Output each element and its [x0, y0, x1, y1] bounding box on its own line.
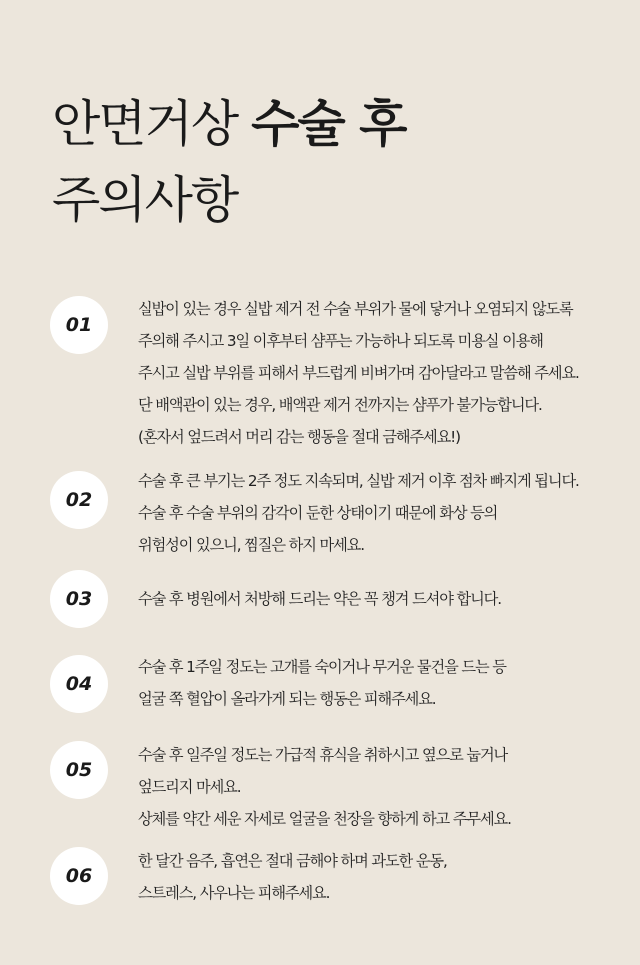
- text-line: 얼굴 쪽 혈압이 올라가게 되는 행동은 피해주세요.: [138, 690, 436, 708]
- text-line: 주시고 실밥 부위를 피해서 부드럽게 비벼가며 감아달라고 말씀해 주세요.: [138, 364, 579, 382]
- caution-text: [138, 739, 628, 835]
- text-line: 수술 후 일주일 정도는 가급적 휴식을 취하시고 옆으로 눕거나: [138, 746, 508, 764]
- number-badge: 06: [50, 847, 108, 905]
- caution-text: [138, 845, 628, 909]
- text-line: 주의해 주시고 3일 이후부터 샴푸는 가능하나 되도록 미용실 이용해: [138, 332, 543, 350]
- text-line: 수술 후 병원에서 처방해 드리는 약은 꼭 챙겨 드셔야 합니다.: [138, 590, 501, 608]
- title-line2: 주의사항: [52, 171, 238, 229]
- caution-text: [138, 651, 628, 715]
- text-line: 단 배액관이 있는 경우, 배액관 제거 전까지는 샴푸가 불가능합니다.: [138, 396, 542, 414]
- text-line: 수술 후 수술 부위의 감각이 둔한 상태이기 때문에 화상 등의: [138, 504, 498, 522]
- number-badge: 04: [50, 655, 108, 713]
- number-badge: 05: [50, 741, 108, 799]
- number-badge: 03: [50, 570, 108, 628]
- text-line: 상체를 약간 세운 자세로 얼굴을 천장을 향하게 하고 주무세요.: [138, 810, 511, 828]
- text-line: 수술 후 큰 부기는 2주 정도 지속되며, 실밥 제거 이후 점차 빠지게 됩니다.: [138, 472, 579, 490]
- text-line: 한 달간 음주, 흡연은 절대 금해야 하며 과도한 운동,: [138, 852, 447, 870]
- title-light: 안면거상: [52, 95, 252, 153]
- text-line: 엎드리지 마세요.: [138, 778, 241, 796]
- caution-text: [138, 583, 628, 615]
- number-badge: 01: [50, 296, 108, 354]
- number-badge: 02: [50, 471, 108, 529]
- text-line: 스트레스, 사우나는 피해주세요.: [138, 884, 330, 902]
- page-title: [52, 86, 405, 238]
- text-line: (혼자서 엎드려서 머리 감는 행동을 절대 금해주세요!): [138, 428, 460, 446]
- title-bold: 수술 후: [251, 95, 406, 153]
- text-line: 실밥이 있는 경우 실밥 제거 전 수술 부위가 물에 닿거나 오염되지 않도록: [138, 300, 573, 318]
- text-line: 수술 후 1주일 정도는 고개를 숙이거나 무거운 물건을 드는 등: [138, 658, 506, 676]
- caution-text: [138, 465, 628, 561]
- text-line: 위험성이 있으니, 찜질은 하지 마세요.: [138, 536, 364, 554]
- caution-text: [138, 293, 628, 453]
